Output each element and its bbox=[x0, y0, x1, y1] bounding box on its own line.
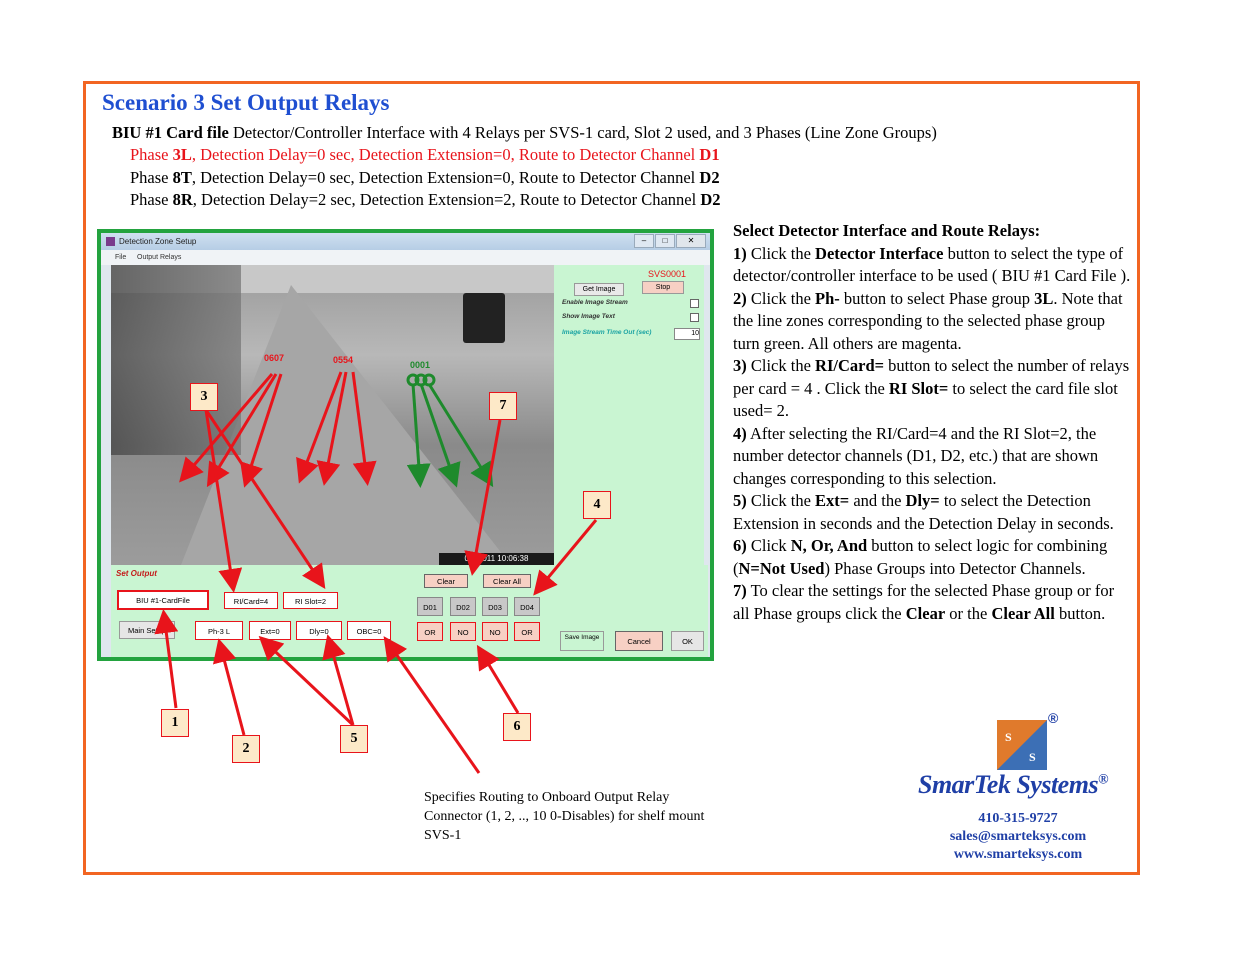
menu-file[interactable]: File bbox=[115, 254, 127, 261]
step-6: 6) Click N, Or, And button to select logic for combining (N=Not Used) Phase Groups into Detector Channels. bbox=[733, 536, 1108, 578]
step-1: 1) Click the Detector Interface button to select the type of detector/controller interface to be used ( BIU #1 Card File ). bbox=[733, 243, 1131, 285]
step-5: 5) Click the Ext= and the Dly= to select the Detection Extension in seconds and the Detection Delay in seconds. bbox=[733, 491, 1114, 533]
maximize-icon[interactable]: □ bbox=[655, 234, 675, 248]
timeout-label: Image Stream Time Out (sec) bbox=[562, 329, 652, 336]
image-trees bbox=[111, 265, 241, 455]
phase-id: 3L bbox=[172, 145, 192, 164]
stream-panel bbox=[554, 265, 704, 565]
save-image-button[interactable]: Save Image bbox=[560, 631, 604, 651]
logic-d02[interactable]: NO bbox=[450, 622, 476, 641]
enable-stream-label: Enable Image Stream bbox=[562, 299, 628, 306]
app-icon bbox=[106, 237, 115, 246]
company-name: SmarTek Systems® bbox=[918, 770, 1109, 799]
dly-button[interactable]: Dly=0 bbox=[296, 621, 342, 640]
phase-desc: , Detection Delay=0 sec, Detection Extension=0, Route to Detector Channel bbox=[191, 145, 700, 164]
callout-6: 6 bbox=[503, 713, 531, 741]
company-web[interactable]: www.smarteksys.com bbox=[953, 847, 1083, 862]
phase-channel: D2 bbox=[699, 168, 720, 187]
company-logo-icon: S S bbox=[997, 720, 1047, 770]
phase-id: 8R bbox=[172, 190, 193, 209]
phase-prefix: Phase bbox=[130, 145, 173, 164]
logic-d04[interactable]: OR bbox=[514, 622, 540, 641]
phase-prefix: Phase bbox=[130, 168, 173, 187]
obc-button[interactable]: OBC=0 bbox=[347, 621, 391, 640]
logic-d03[interactable]: NO bbox=[482, 622, 508, 641]
phase-line-3 bbox=[130, 190, 720, 210]
company-email[interactable]: sales@smarteksys.com bbox=[949, 829, 1087, 844]
card-file-button[interactable]: BIU #1-CardFile bbox=[117, 590, 209, 610]
main-setup-button[interactable]: Main Setup bbox=[119, 621, 175, 639]
instructions-heading: Select Detector Interface and Route Relays: bbox=[733, 221, 1041, 240]
channel-d03[interactable]: D03 bbox=[482, 597, 508, 616]
callout-4: 4 bbox=[583, 491, 611, 519]
menu-bar bbox=[101, 250, 710, 265]
sensor-id: SVS0001 bbox=[648, 269, 687, 279]
phase-line-2 bbox=[130, 168, 720, 188]
phase-channel: D1 bbox=[699, 145, 720, 164]
get-image-button[interactable]: Get Image bbox=[574, 283, 624, 296]
logic-d01[interactable]: OR bbox=[417, 622, 443, 641]
phase-line-1 bbox=[130, 145, 720, 165]
company-contact bbox=[918, 810, 1118, 864]
show-text-checkbox[interactable] bbox=[690, 313, 699, 322]
channel-d02[interactable]: D02 bbox=[450, 597, 476, 616]
phase-id: 8T bbox=[172, 168, 192, 187]
step-3: 3) Click the RI/Card= button to select the number of relays per card = 4 . Click the RI Slot= to select the card file slot used= 2. bbox=[733, 356, 1130, 420]
minimize-icon[interactable]: – bbox=[634, 234, 654, 248]
clear-all-button[interactable]: Clear All bbox=[483, 574, 531, 588]
cancel-button[interactable]: Cancel bbox=[615, 631, 663, 651]
channel-d04[interactable]: D04 bbox=[514, 597, 540, 616]
zone-label-3: 0001 bbox=[410, 360, 431, 370]
callout-1: 1 bbox=[161, 709, 189, 737]
callout-7: 7 bbox=[489, 392, 517, 420]
step-2: 2) Click the Ph- button to select Phase group 3L. Note that the line zones corresponding to the selected phase group turn green. All others are magenta. bbox=[733, 288, 1123, 353]
set-output-panel bbox=[111, 565, 708, 657]
phase-prefix: Phase bbox=[130, 190, 173, 209]
company-phone: 410-315-9727 bbox=[978, 811, 1058, 826]
close-icon[interactable]: ✕ bbox=[676, 234, 706, 248]
channel-d01[interactable]: D01 bbox=[417, 597, 443, 616]
traffic-signal-icon bbox=[463, 293, 505, 343]
step-7: 7) To clear the settings for the selected Phase group or for all Phase groups click the Clear or the Clear All button. bbox=[733, 581, 1115, 623]
phase-channel: D2 bbox=[700, 190, 721, 209]
show-text-label: Show Image Text bbox=[562, 313, 615, 320]
set-output-label: Set Output bbox=[116, 569, 157, 578]
instructions bbox=[733, 220, 1133, 625]
phase-button[interactable]: Ph-3 L bbox=[195, 621, 243, 640]
phase-desc: , Detection Delay=0 sec, Detection Extension=0, Route to Detector Channel bbox=[191, 168, 700, 187]
callout-3: 3 bbox=[190, 383, 218, 411]
registered-icon: ® bbox=[1048, 710, 1059, 726]
callout-5: 5 bbox=[340, 725, 368, 753]
timeout-input[interactable]: 10 bbox=[674, 328, 700, 340]
page-title: Scenario 3 Set Output Relays bbox=[102, 90, 390, 115]
intro-text: Detector/Controller Interface with 4 Relays per SVS-1 card, Slot 2 used, and 3 Phases (Line Zone Groups) bbox=[228, 123, 937, 142]
ok-button[interactable]: OK bbox=[671, 631, 704, 651]
menu-output-relays[interactable]: Output Relays bbox=[137, 254, 182, 261]
stop-button[interactable]: Stop bbox=[642, 281, 684, 294]
obc-note: Specifies Routing to Onboard Output Relay Connector (1, 2, .., 10 0-Disables) for shelf mount SVS-1 bbox=[424, 790, 705, 843]
intro-bold: BIU #1 Card file bbox=[112, 123, 229, 142]
enable-stream-checkbox[interactable] bbox=[690, 299, 699, 308]
zone-label-1: 0607 bbox=[264, 353, 285, 363]
phase-desc: , Detection Delay=2 sec, Detection Extension=2, Route to Detector Channel bbox=[192, 190, 701, 209]
ext-button[interactable]: Ext=0 bbox=[249, 621, 291, 640]
step-4: 4) After selecting the RI/Card=4 and the RI Slot=2, the number detector channels (D1, D2, etc.) that are shown changes corresponding to this selection. bbox=[733, 423, 1099, 488]
zone-label-2: 0554 bbox=[333, 355, 354, 365]
ri-slot-button[interactable]: RI Slot=2 bbox=[283, 592, 338, 609]
window-titlebar bbox=[101, 233, 710, 250]
image-timestamp: 05/ 2011 10:06:38 bbox=[439, 553, 554, 565]
clear-button[interactable]: Clear bbox=[424, 574, 468, 588]
window-title: Detection Zone Setup bbox=[119, 237, 197, 246]
camera-image bbox=[111, 265, 554, 565]
callout-2: 2 bbox=[232, 735, 260, 763]
detection-zone-window bbox=[97, 229, 714, 661]
intro-line bbox=[112, 123, 937, 143]
ri-card-button[interactable]: RI/Card=4 bbox=[224, 592, 278, 609]
